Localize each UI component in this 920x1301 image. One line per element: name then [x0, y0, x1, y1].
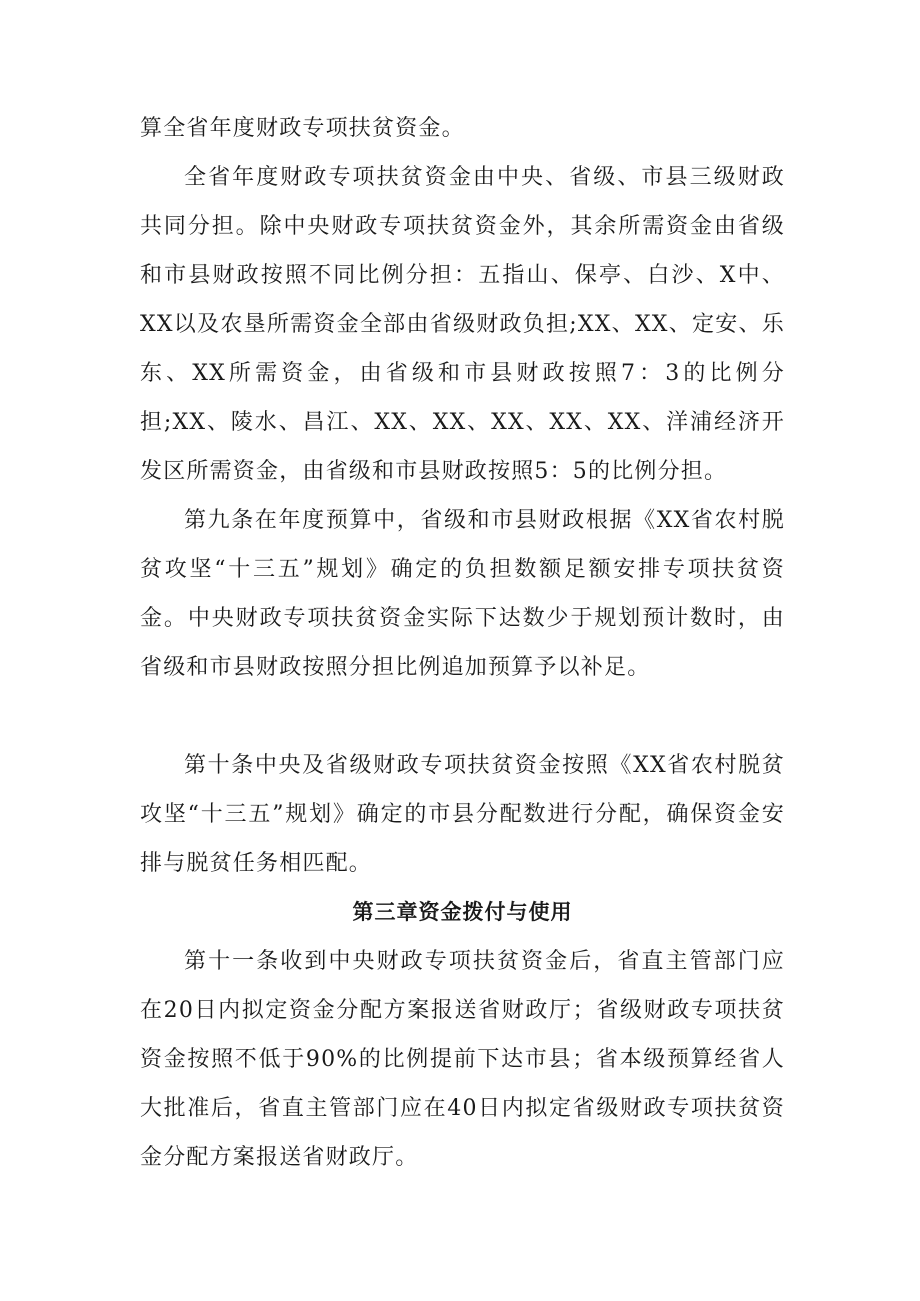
document-page	[140, 104, 785, 1182]
continuation-paragraph: 算全省年度财政专项扶贫资金。	[140, 116, 465, 141]
article-8-paragraph: 全省年度财政专项扶贫资金由中央、省级、市县三级财政共同分担。除中央财政专项扶贫资金外，其余所需资金由省级和市县财政按照不同比例分担：五指山、保亭、白沙、X中、XX以及农垦所需资金全部由省级财政负担;XX、XX、定安、乐东、XX所需资金，由省级和市县财政按照7：3的比例分担;XX、陵水、昌江、XX、XX、XX、XX、XX、洋浦经济开发区所需资金，由省级和市县财政按照5：5的比例分担。	[140, 165, 785, 484]
blank-line	[140, 692, 785, 741]
article-11-paragraph: 第十一条收到中央财政专项扶贫资金后，省直主管部门应在20日内拟定资金分配方案报送省财政厅；省级财政专项扶贫资金按照不低于90%的比例提前下达市县；省本级预算经省人大批准后，省直主管部门应在40日内拟定省级财政专项扶贫资金分配方案报送省财政厅。	[140, 949, 785, 1170]
article-10-paragraph: 第十条中央及省级财政专项扶贫资金按照《XX省农村脱贫攻坚“十三五”规划》确定的市县分配数进行分配，确保资金安排与脱贫任务相匹配。	[140, 753, 785, 876]
article-9-paragraph: 第九条在年度预算中，省级和市县财政根据《XX省农村脱贫攻坚“十三五”规划》确定的负担数额足额安排专项扶贫资金。中央财政专项扶贫资金实际下达数少于规划预计数时，由省级和市县财政按照分担比例追加预算予以补足。	[140, 508, 785, 680]
chapter-heading: 第三章资金拨付与使用	[352, 900, 573, 924]
